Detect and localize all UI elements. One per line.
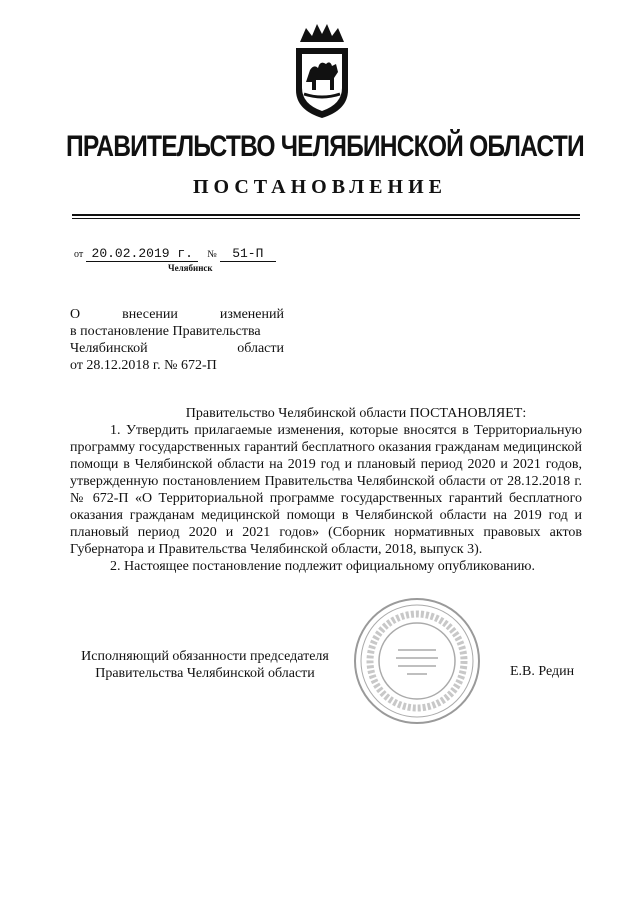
subject-word: изменений: [219, 307, 284, 322]
number-prefix: №: [207, 249, 217, 260]
document-number: 51-П: [220, 247, 276, 262]
header-divider-thick: [72, 214, 580, 216]
government-title: ПРАВИТЕЛЬСТВО ЧЕЛЯБИНСКОЙ ОБЛАСТИ: [65, 130, 584, 163]
body-paragraph-2: 2. Настоящее постановление подлежит официальному опубликованию.: [110, 559, 535, 574]
document-city: Челябинск: [168, 263, 213, 273]
document-meta: [74, 246, 276, 262]
subject-line-2: в постановление Правительства: [70, 324, 261, 339]
body-paragraph-1: 1. Утвердить прилагаемые изменения, которые вносятся в Территориальную программу государственных гарантий бесплатного оказания гражданам медицинской помощи в Челябинской области на 2019 год и плановый период 2020 и 2021 годов, утвержденную постановлением Правительства Челябинской области от 28.12.2018 г. № 672-П «О Территориальной программе государственных гарантий бесплатного оказания гражданам медицинской помощи в Челябинской области на 2019 год и плановый период 2020 и 2021 годов» (Сборник нормативных правовых актов Губернатора и Правительства Челябинской области, 2018, выпуск 3).: [70, 423, 582, 557]
signer-position-line-2: Правительства Челябинской области: [95, 666, 315, 681]
document-body: [70, 405, 582, 575]
subject-word: О: [70, 307, 81, 322]
header-divider-thin: [72, 218, 580, 219]
document-date: 20.02.2019 г.: [86, 247, 198, 262]
subject-line-4: от 28.12.2018 г. № 672-П: [70, 358, 217, 373]
subject-line-3: [70, 340, 284, 357]
subject-word: Челябинской: [70, 341, 148, 356]
signer-name: Е.В. Редин: [510, 664, 575, 679]
coat-of-arms-icon: [286, 20, 358, 120]
document-type: ПОСТАНОВЛЕНИЕ: [193, 176, 447, 198]
document-subject: [70, 306, 284, 374]
date-prefix: от: [74, 249, 84, 260]
official-stamp-icon: [352, 596, 482, 726]
body-lead: Правительство Челябинской области ПОСТАНОВЛЯЕТ:: [185, 406, 527, 421]
subject-line-1: [70, 306, 284, 323]
signer-position-line-1: Исполняющий обязанности председателя: [81, 649, 329, 664]
signer-position: [70, 648, 340, 682]
subject-word: области: [237, 341, 284, 356]
subject-word: внесении: [122, 307, 178, 322]
